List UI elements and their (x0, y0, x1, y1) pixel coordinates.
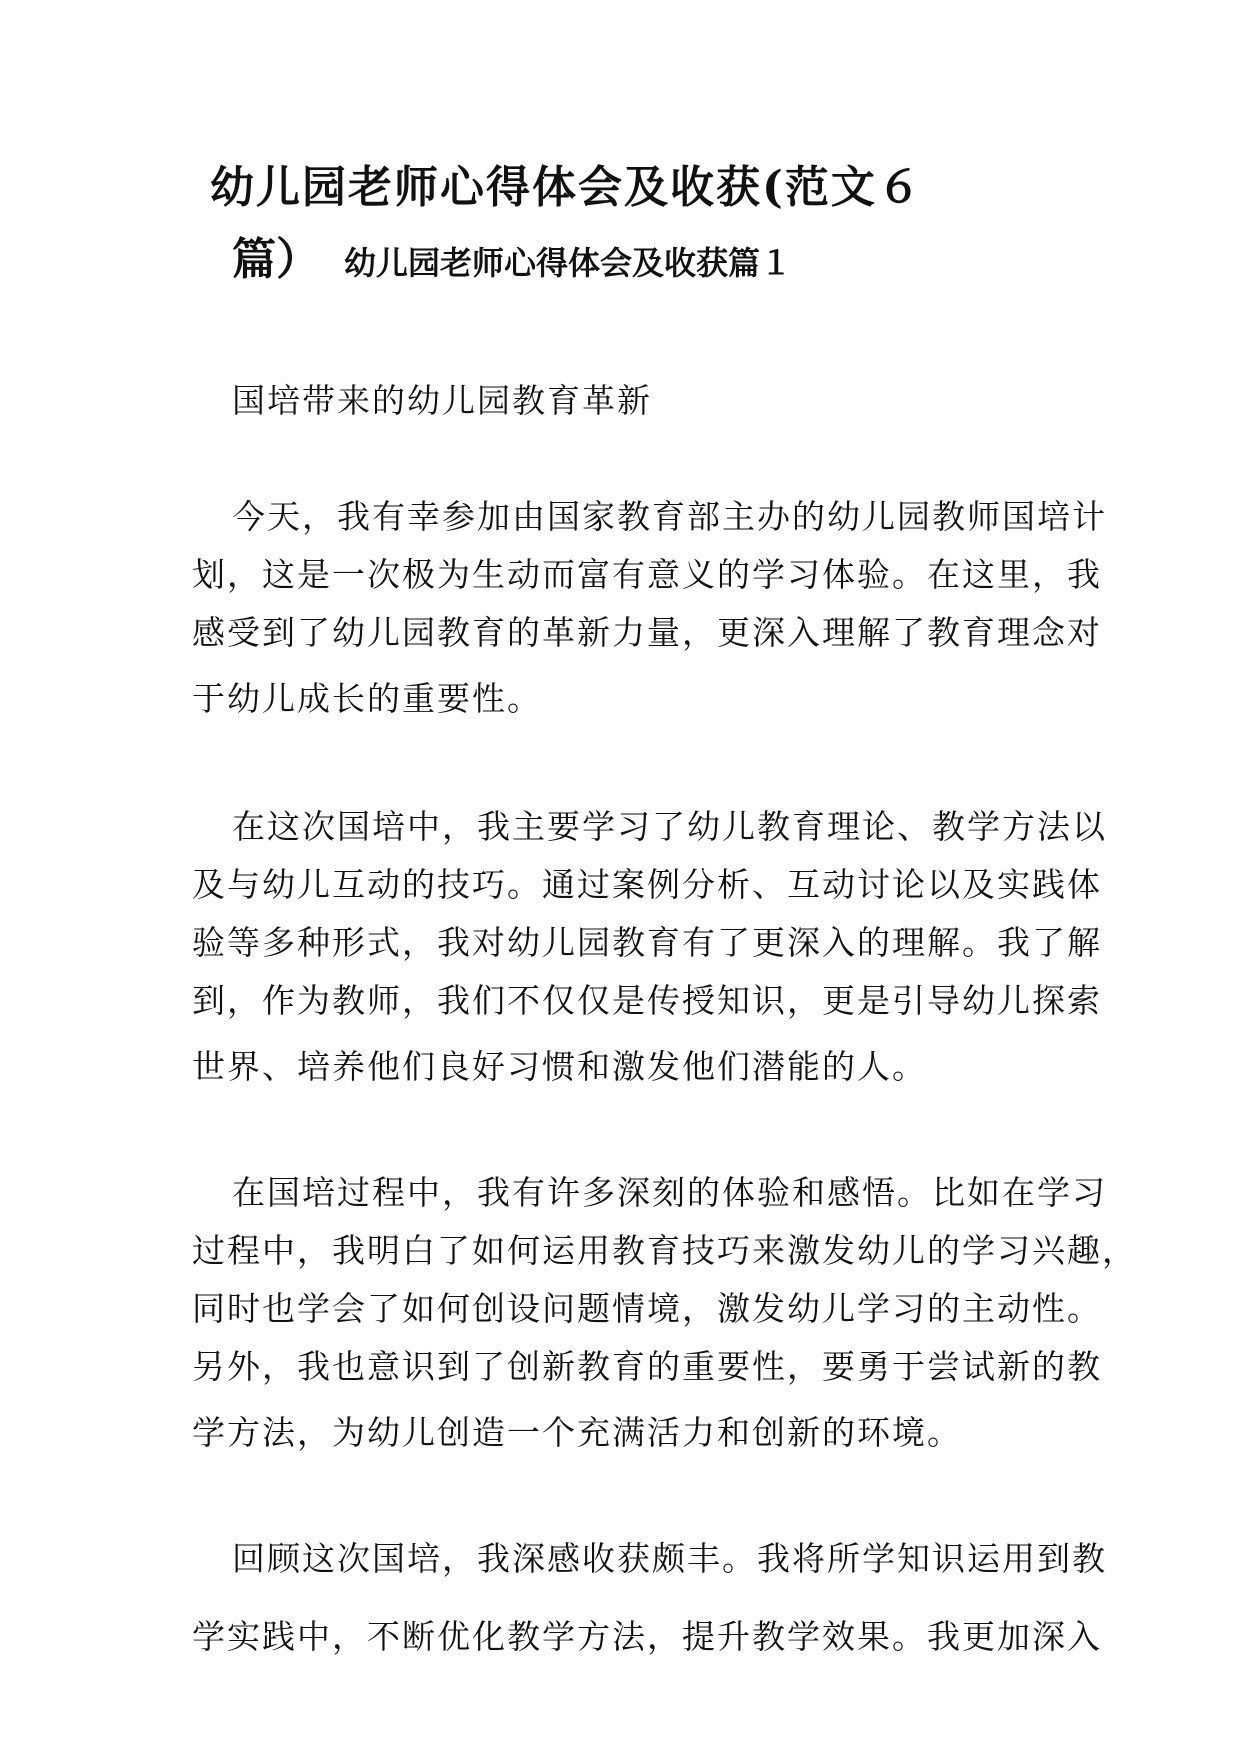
paragraph-line: 划，这是一次极为生动而富有意义的学习体验。在这里，我 (192, 555, 1102, 594)
section-heading: 幼儿园老师心得体会及收获篇１ (344, 244, 793, 282)
paragraph-line: 在国培过程中，我有许多深刻的体验和感悟。比如在学习 (232, 1173, 1107, 1212)
paragraph-line: 另外，我也意识到了创新教育的重要性，要勇于尝试新的教 (192, 1347, 1102, 1386)
paragraph-line: 同时也学会了如何创设问题情境，激发幼儿学习的主动性。 (192, 1289, 1102, 1328)
paragraph-line: 及与幼儿互动的技巧。通过案例分析、互动讨论以及实践体 (192, 865, 1102, 904)
paragraph-3 (192, 1164, 1137, 1462)
document-title-continued (232, 232, 792, 297)
paragraph-line: 在这次国培中，我主要学习了幼儿教育理论、教学方法以 (232, 807, 1107, 846)
paragraph-line: 验等多种形式，我对幼儿园教育有了更深入的理解。我了解 (192, 923, 1102, 962)
paragraph-line: 过程中，我明白了如何运用教育技巧来激发幼儿的学习兴趣， (192, 1231, 1137, 1270)
paragraph-line: 感受到了幼儿园教育的革新力量，更深入理解了教育理念对 (192, 613, 1102, 652)
paragraph-4 (192, 1530, 1107, 1666)
paragraph-1 (192, 488, 1107, 728)
paragraph-line: 学实践中，不断优化教学方法，提升教学效果。我更加深入 (192, 1617, 1102, 1656)
paragraph-line: 回顾这次国培，我深感收获颇丰。我将所学知识运用到教 (232, 1539, 1107, 1578)
subheading: 国培带来的幼儿园教育革新 (232, 381, 652, 420)
paragraph-line: 学方法，为幼儿创造一个充满活力和创新的环境。 (192, 1413, 962, 1452)
paragraph-line: 到，作为教师，我们不仅仅是传授知识，更是引导幼儿探索 (192, 981, 1102, 1020)
paragraph-2 (192, 798, 1107, 1096)
title-suffix: 篇） (232, 234, 320, 285)
document-title: 幼儿园老师心得体会及收获(范文６ (210, 162, 923, 213)
paragraph-line: 今天，我有幸参加由国家教育部主办的幼儿园教师国培计 (232, 497, 1107, 536)
paragraph-line: 世界、培养他们良好习惯和激发他们潜能的人。 (192, 1047, 927, 1086)
paragraph-line: 于幼儿成长的重要性。 (192, 679, 542, 718)
